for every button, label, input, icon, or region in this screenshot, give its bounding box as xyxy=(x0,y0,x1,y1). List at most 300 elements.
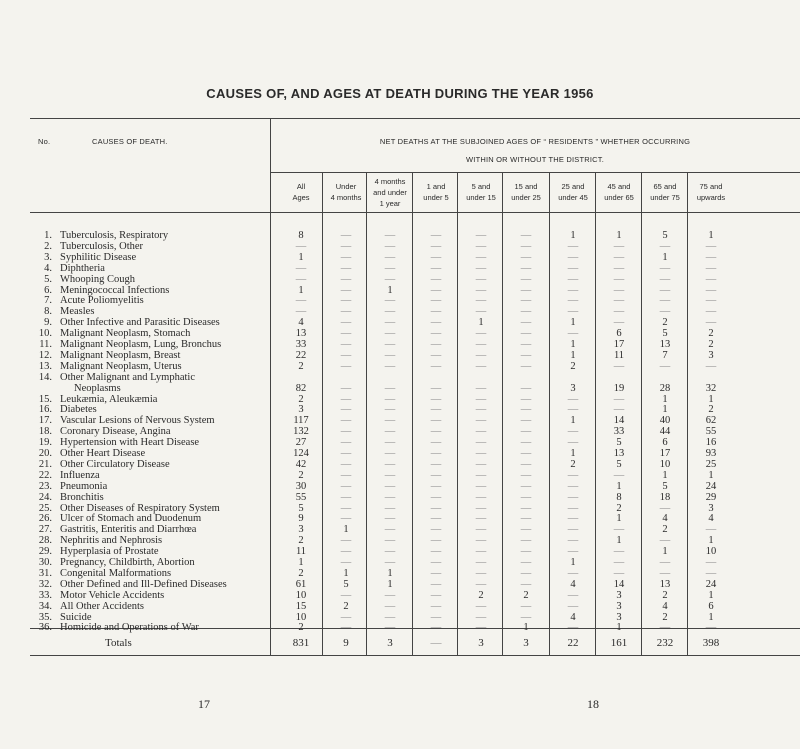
table-cell: — xyxy=(430,415,442,427)
table-row xyxy=(0,426,800,437)
table-cell: — xyxy=(384,437,396,449)
table-row xyxy=(0,459,800,470)
table-cell: — xyxy=(384,273,396,285)
table-cell: — xyxy=(520,524,532,536)
table-row xyxy=(0,492,800,503)
row-number: 28. xyxy=(38,535,52,547)
table-cell: — xyxy=(430,284,442,296)
table-cell: — xyxy=(705,262,717,274)
row-cause: Syphilitic Disease xyxy=(60,251,137,263)
table-row xyxy=(0,612,800,623)
table-cell: — xyxy=(430,589,442,601)
column-divider xyxy=(549,172,550,655)
row-number: 22. xyxy=(38,469,52,481)
totals-cell: 3 xyxy=(523,637,529,649)
totals-cell: 9 xyxy=(343,637,349,649)
table-cell: — xyxy=(340,339,352,350)
table-cell: 2 xyxy=(478,589,484,601)
table-cell: — xyxy=(384,458,396,470)
table-cell: — xyxy=(520,339,532,350)
table-row xyxy=(0,371,800,394)
row-cause: Bronchitis xyxy=(60,491,104,503)
table-cell: — xyxy=(659,535,671,547)
table-cell: — xyxy=(659,284,671,296)
table-cell: 13 xyxy=(659,339,671,350)
table-cell: 1 xyxy=(662,404,668,416)
table-cell: — xyxy=(475,448,487,459)
table-cell: — xyxy=(340,491,352,503)
table-cell: — xyxy=(567,546,579,558)
table-cell: — xyxy=(430,404,442,416)
table-cell: — xyxy=(430,524,442,536)
table-cell: — xyxy=(430,437,442,449)
row-number: 6. xyxy=(44,284,52,296)
table-cell: 5 xyxy=(662,480,668,492)
column-divider xyxy=(641,172,642,655)
table-cell: — xyxy=(705,284,717,296)
row-cause: Other Diseases of Respiratory System xyxy=(60,502,220,514)
table-cell: — xyxy=(430,382,442,394)
row-number: 34. xyxy=(38,600,52,612)
table-cell: 17 xyxy=(613,339,625,350)
row-number: 27. xyxy=(38,524,52,536)
row-cause: Other Defined and Ill-Defined Diseases xyxy=(60,578,227,590)
age-column-header-line: 4 months xyxy=(374,176,406,186)
age-column-header-line: and under xyxy=(373,187,407,197)
table-row xyxy=(0,285,800,296)
table-cell: 2 xyxy=(298,469,304,481)
table-cell: — xyxy=(340,295,352,307)
table-cell: 1 xyxy=(387,578,393,590)
table-cell: 2 xyxy=(662,317,668,329)
age-column-header-line: under 45 xyxy=(558,193,588,202)
totals-label: Totals xyxy=(105,637,132,649)
row-cause: Suicide xyxy=(60,611,92,623)
table-cell: — xyxy=(384,502,396,514)
table-cell: 10 xyxy=(705,546,717,558)
table-cell: 117 xyxy=(293,415,309,427)
table-cell: — xyxy=(384,611,396,623)
column-header-no: No. xyxy=(38,137,51,146)
table-cell: — xyxy=(340,469,352,481)
table-cell: — xyxy=(384,306,396,318)
table-cell: 3 xyxy=(298,524,304,536)
table-cell: — xyxy=(567,426,579,438)
table-cell: — xyxy=(340,426,352,438)
totals-cell: 232 xyxy=(656,637,674,649)
table-cell: 25 xyxy=(705,458,717,470)
table-cell: — xyxy=(567,567,579,579)
column-header-causes: CAUSES OF DEATH. xyxy=(92,137,168,146)
table-cell: — xyxy=(430,393,442,405)
table-cell: — xyxy=(520,426,532,438)
table-cell: 2 xyxy=(708,328,714,340)
table-cell: — xyxy=(475,557,487,568)
page-title: CAUSES OF, AND AGES AT DEATH DURING THE YEAR 1956 xyxy=(206,86,594,101)
table-cell: — xyxy=(430,360,442,372)
table-cell: — xyxy=(384,240,396,252)
table-cell: — xyxy=(520,415,532,427)
table-cell: — xyxy=(613,251,625,263)
table-cell: — xyxy=(340,589,352,601)
table-cell: — xyxy=(430,491,442,503)
table-cell: 2 xyxy=(298,535,304,547)
table-cell: — xyxy=(384,491,396,503)
table-cell: — xyxy=(520,491,532,503)
row-number: 21. xyxy=(38,458,52,470)
table-cell: — xyxy=(567,535,579,547)
age-column-header-line: 1 year xyxy=(379,198,401,208)
table-cell: — xyxy=(475,502,487,514)
row-cause: Acute Poliomyelitis xyxy=(60,295,144,307)
table-cell: — xyxy=(384,415,396,427)
table-cell: 1 xyxy=(523,622,529,634)
table-cell: — xyxy=(613,567,625,579)
table-cell: — xyxy=(430,306,442,318)
table-cell: — xyxy=(705,317,717,329)
table-cell: 3 xyxy=(708,349,714,361)
table-cell: — xyxy=(613,306,625,318)
table-cell: — xyxy=(430,349,442,361)
table-cell: — xyxy=(613,393,625,405)
age-column-header xyxy=(279,172,323,212)
table-cell: 1 xyxy=(662,546,668,558)
row-number: 13. xyxy=(38,360,52,372)
table-cell: — xyxy=(295,295,307,307)
table-row xyxy=(0,557,800,568)
table-cell: 3 xyxy=(708,502,714,514)
row-cause: All Other Accidents xyxy=(60,600,144,612)
table-top-rule xyxy=(30,118,800,119)
table-cell: 27 xyxy=(295,437,307,449)
table-row xyxy=(0,263,800,274)
age-column-header-line: 5 and xyxy=(471,182,491,191)
table-cell: 11 xyxy=(613,349,625,361)
table-row xyxy=(0,470,800,481)
table-cell: — xyxy=(340,317,352,329)
table-cell: — xyxy=(430,251,442,263)
table-cell: 33 xyxy=(613,426,625,438)
table-row xyxy=(0,306,800,317)
row-cause-continued: Neoplasms xyxy=(74,382,121,394)
age-column-header-line: All xyxy=(296,182,306,191)
row-number: 25. xyxy=(38,502,52,514)
table-cell: — xyxy=(475,306,487,318)
table-cell: 19 xyxy=(613,382,625,394)
table-cell: 2 xyxy=(298,360,304,372)
table-row xyxy=(0,601,800,612)
table-row xyxy=(0,404,800,415)
table-cell: — xyxy=(340,230,352,241)
table-cell: 1 xyxy=(662,469,668,481)
table-cell: — xyxy=(659,502,671,514)
table-cell: — xyxy=(340,458,352,470)
table-cell: 1 xyxy=(662,393,668,405)
table-cell: — xyxy=(475,382,487,394)
table-row xyxy=(0,339,800,350)
table-cell: — xyxy=(613,262,625,274)
table-cell: — xyxy=(430,240,442,252)
age-column-header-line: 1 and xyxy=(426,182,446,191)
table-cell: 1 xyxy=(570,230,576,241)
table-cell: 5 xyxy=(662,230,668,241)
table-cell: 1 xyxy=(570,415,576,427)
table-cell: — xyxy=(520,404,532,416)
row-number: 2. xyxy=(44,240,52,252)
page-number-right: 18 xyxy=(587,697,599,711)
table-cell: — xyxy=(613,469,625,481)
page-number-left: 17 xyxy=(198,697,210,711)
table-cell: 2 xyxy=(570,458,576,470)
table-cell: 3 xyxy=(298,404,304,416)
table-row xyxy=(0,535,800,546)
table-cell: — xyxy=(475,240,487,252)
table-cell: — xyxy=(430,262,442,274)
table-cell: — xyxy=(475,262,487,274)
table-cell: — xyxy=(340,251,352,263)
row-cause: Nephritis and Nephrosis xyxy=(60,535,163,547)
row-cause: Diphtheria xyxy=(60,262,105,274)
table-cell: 55 xyxy=(705,426,717,438)
row-cause: Diabetes xyxy=(60,404,97,416)
table-cell: — xyxy=(475,230,487,241)
table-cell: 1 xyxy=(708,469,714,481)
table-cell: 5 xyxy=(616,458,622,470)
table-cell: 18 xyxy=(659,491,671,503)
table-cell: — xyxy=(340,382,352,394)
table-cell: — xyxy=(659,622,671,634)
table-cell: — xyxy=(384,589,396,601)
row-cause: Gastritis, Enteritis and Diarrhœa xyxy=(60,524,197,536)
table-cell: — xyxy=(430,578,442,590)
table-cell: — xyxy=(475,491,487,503)
table-cell: — xyxy=(384,404,396,416)
table-cell: 5 xyxy=(343,578,349,590)
table-cell: — xyxy=(567,240,579,252)
table-row xyxy=(0,350,800,361)
table-cell: 13 xyxy=(659,578,671,590)
table-cell: — xyxy=(520,262,532,274)
age-column-header-line: under 15 xyxy=(466,193,496,202)
row-number: 17. xyxy=(38,415,52,427)
table-cell: 1 xyxy=(708,589,714,601)
table-cell: 1 xyxy=(570,317,576,329)
table-cell: — xyxy=(567,273,579,285)
age-column-header-line: under 65 xyxy=(604,193,634,202)
table-cell: — xyxy=(430,611,442,623)
table-cell: — xyxy=(384,393,396,405)
table-cell: 2 xyxy=(662,524,668,536)
table-cell: — xyxy=(659,306,671,318)
table-row xyxy=(0,394,800,405)
totals-row xyxy=(0,636,800,650)
table-cell: 3 xyxy=(616,600,622,612)
table-cell: — xyxy=(430,469,442,481)
table-cell: — xyxy=(520,251,532,263)
table-cell: — xyxy=(340,437,352,449)
table-cell: — xyxy=(340,306,352,318)
table-cell: — xyxy=(613,546,625,558)
header-bottom-rule xyxy=(30,212,800,213)
row-number: 9. xyxy=(44,317,52,329)
table-row xyxy=(0,503,800,514)
table-cell: — xyxy=(613,284,625,296)
table-cell: 1 xyxy=(616,230,622,241)
table-cell: — xyxy=(705,306,717,318)
row-number: 31. xyxy=(38,567,52,579)
super-header-line-2: WITHIN OR WITHOUT THE DISTRICT. xyxy=(466,155,604,164)
table-cell: — xyxy=(384,295,396,307)
table-cell: — xyxy=(705,251,717,263)
table-cell: 24 xyxy=(705,578,717,590)
row-cause: Malignant Neoplasm, Lung, Bronchus xyxy=(60,339,222,350)
table-cell: — xyxy=(659,557,671,568)
age-column-header-line: Under xyxy=(335,182,357,191)
table-cell: — xyxy=(384,448,396,459)
totals-bottom-rule xyxy=(30,655,800,656)
table-cell: 32 xyxy=(705,382,717,394)
table-cell: — xyxy=(520,382,532,394)
table-cell: — xyxy=(567,589,579,601)
table-cell: — xyxy=(520,349,532,361)
table-cell: — xyxy=(430,273,442,285)
table-cell: — xyxy=(520,448,532,459)
table-cell: — xyxy=(384,546,396,558)
row-number: 19. xyxy=(38,437,52,449)
table-cell: 5 xyxy=(662,328,668,340)
table-cell: — xyxy=(475,251,487,263)
table-cell: — xyxy=(475,469,487,481)
row-number: 7. xyxy=(44,295,52,307)
table-cell: — xyxy=(340,404,352,416)
table-cell: — xyxy=(430,458,442,470)
table-cell: 14 xyxy=(613,415,625,427)
table-cell: — xyxy=(520,535,532,547)
row-number: 12. xyxy=(38,349,52,361)
table-cell: — xyxy=(659,295,671,307)
table-cell: — xyxy=(520,393,532,405)
table-row xyxy=(0,317,800,328)
table-cell: — xyxy=(340,448,352,459)
row-number: 11. xyxy=(39,339,52,350)
table-cell: — xyxy=(340,262,352,274)
row-cause: Other Heart Disease xyxy=(60,448,146,459)
table-cell: 5 xyxy=(298,502,304,514)
table-cell: — xyxy=(520,240,532,252)
row-cause: Pneumonia xyxy=(60,480,108,492)
table-cell: — xyxy=(475,349,487,361)
table-cell: — xyxy=(340,273,352,285)
row-cause: Coronary Disease, Angina xyxy=(60,426,171,438)
table-cell: — xyxy=(430,513,442,525)
table-cell: — xyxy=(520,578,532,590)
row-number: 20. xyxy=(38,448,52,459)
table-cell: 6 xyxy=(616,328,622,340)
table-cell: — xyxy=(384,426,396,438)
table-cell: 2 xyxy=(616,502,622,514)
table-cell: — xyxy=(705,524,717,536)
table-cell: 8 xyxy=(298,230,304,241)
table-cell: — xyxy=(567,393,579,405)
row-number: 1. xyxy=(44,230,52,241)
table-row xyxy=(0,252,800,263)
table-cell: — xyxy=(613,557,625,568)
table-cell: 10 xyxy=(659,458,671,470)
column-divider xyxy=(595,172,596,655)
table-cell: 1 xyxy=(662,251,668,263)
table-row xyxy=(0,590,800,601)
table-cell: — xyxy=(384,480,396,492)
table-cell: — xyxy=(567,262,579,274)
table-cell: — xyxy=(430,448,442,459)
table-cell: 3 xyxy=(570,382,576,394)
table-cell: — xyxy=(659,273,671,285)
table-cell: — xyxy=(340,284,352,296)
table-cell: — xyxy=(567,600,579,612)
table-cell: — xyxy=(475,360,487,372)
table-cell: 2 xyxy=(662,611,668,623)
table-cell: 1 xyxy=(708,535,714,547)
table-row xyxy=(0,361,800,372)
table-cell: — xyxy=(567,284,579,296)
table-cell: 9 xyxy=(298,513,304,525)
age-column-header xyxy=(689,172,733,212)
table-cell: 2 xyxy=(708,339,714,350)
table-cell: — xyxy=(520,567,532,579)
table-cell: — xyxy=(567,469,579,481)
age-column-header-line: 25 and xyxy=(561,182,585,191)
table-cell: 4 xyxy=(570,578,576,590)
table-cell: — xyxy=(475,273,487,285)
table-cell: — xyxy=(384,557,396,568)
totals-cell: — xyxy=(430,637,442,649)
row-number: 29. xyxy=(38,546,52,558)
table-cell: — xyxy=(340,557,352,568)
table-cell: — xyxy=(295,306,307,318)
table-cell: — xyxy=(340,328,352,340)
column-divider xyxy=(412,172,413,655)
table-cell: — xyxy=(384,328,396,340)
table-cell: — xyxy=(475,513,487,525)
table-cell: — xyxy=(384,230,396,241)
table-row xyxy=(0,230,800,241)
table-cell: — xyxy=(567,502,579,514)
row-number: 16. xyxy=(38,404,52,416)
row-number: 32. xyxy=(38,578,52,590)
table-cell: — xyxy=(384,339,396,350)
table-cell: — xyxy=(475,426,487,438)
table-cell: — xyxy=(520,317,532,329)
table-cell: 1 xyxy=(708,393,714,405)
row-number: 36. xyxy=(38,622,52,634)
table-cell: — xyxy=(475,437,487,449)
table-row xyxy=(0,437,800,448)
row-number: 24. xyxy=(38,491,52,503)
age-column-header xyxy=(504,172,548,212)
table-cell: — xyxy=(520,230,532,241)
row-cause: Other Infective and Parasitic Diseases xyxy=(60,317,220,329)
table-cell: — xyxy=(340,415,352,427)
table-cell: — xyxy=(567,491,579,503)
age-column-header-line: 4 months xyxy=(330,193,362,202)
column-divider xyxy=(457,172,458,655)
table-cell: — xyxy=(613,404,625,416)
table-cell: — xyxy=(475,535,487,547)
table-cell: 1 xyxy=(708,230,714,241)
table-cell: 2 xyxy=(343,600,349,612)
table-cell: — xyxy=(384,382,396,394)
table-cell: — xyxy=(340,513,352,525)
